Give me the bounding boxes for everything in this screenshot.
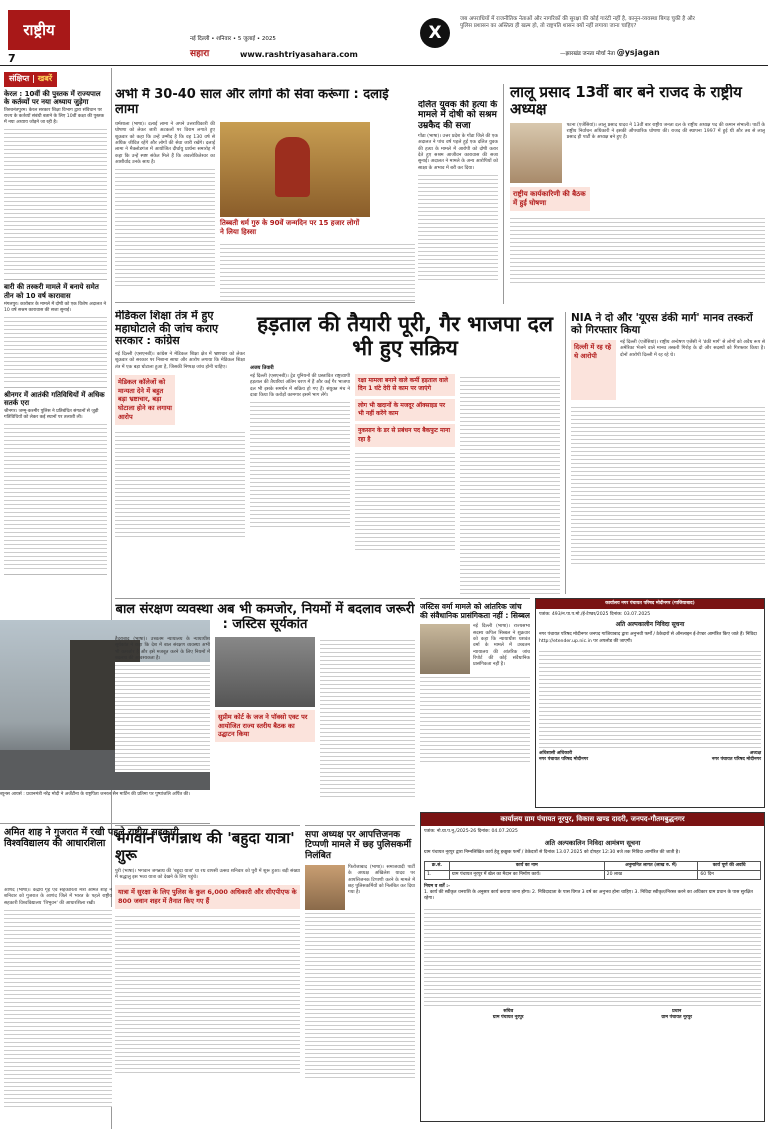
site-url: www.rashtriyasahara.com — [240, 50, 358, 59]
medical-story — [115, 310, 245, 590]
shah-story — [4, 888, 112, 1128]
ad2-terms-title: नियम व शर्तें :- — [424, 883, 450, 889]
ad2-sign-right: प्रधान ग्राम पंचायत नूरपुर — [661, 1008, 693, 1020]
ad2-th: कार्य का नाम — [449, 861, 604, 870]
page-header — [0, 0, 768, 66]
strike-headline: हड़ताल की तैयारी पूरी, गैर भाजपा दल भी हुए सक्रिय — [257, 312, 553, 361]
medical-body: नई दिल्ली (एसएनबी)। कांग्रेस ने मेडिकल शिक्षा क्षेत्र में भ्रष्टाचार को लेकर शुक्रवार को सरकार पर निशाना साधा और आरोप लगाया कि मेडिकल शिक्षा तंत्र में एक बड़ा घोटाला हुआ है, जिसकी निष्पक्ष जांच होनी चाहिए। — [115, 351, 245, 370]
ad2-body: ग्राम पंचायत नूरपुर द्वारा निम्नलिखित कार्य हेतु इच्छुक फर्मों / ठेकेदारों से दिनांक 13.07.2025 को दोपहर 12:30 बजे तक निविदा आमंत्रित की जाती है। — [424, 850, 680, 856]
nia-body: नई दिल्ली (एजेंसियां)। राष्ट्रीय अन्वेषण एजेंसी ने 'डंकी मार्ग' से लोगों को अवैध रूप से अमेरिका भेजने वाले मानव तस्करी गिरोह के दो और सदस्यों को गिरफ्तार किया है। दोनों आरोपी दिल्ली में रह रहे थे। — [620, 340, 765, 358]
tender-ad-modinagar — [535, 598, 765, 808]
insp-body: फिरोजाबाद (भाषा)। समाजवादी पार्टी के अध्यक्ष अखिलेश यादव पर आपत्तिजनक टिप्पणी करने के मामले में छह पुलिसकर्मियों को निलंबित कर दिया गया है। — [348, 865, 415, 896]
x-logo-icon: X — [420, 18, 450, 48]
dalit-body: गोंडा (भाषा)। उत्तर प्रदेश के गोंडा जिले की एक अदालत ने पांच वर्ष पहले हुई एक दलित युवक की हत्या के मामले में आरोपी को दोषी करार देते हुए सश्रम आजीवन कारावास की सजा सुनाई। अदालत ने मामले के अन्य आरोपियों को साक्ष्य के अभाव में बरी कर दिया। — [418, 134, 498, 171]
shah-body: आणंद (भाषा)। केंद्रीय गृह एवं सहकारिता मंत्री अमित शाह ने शनिवार को गुजरात के आणंद जिले में भारत के पहले राष्ट्रीय सहकारी विश्वविद्यालय 'त्रिभुवन' की आधारशिला रखी। — [4, 888, 112, 906]
dalai-photo — [220, 122, 370, 217]
justice-photo — [215, 637, 315, 707]
ad2-table — [424, 861, 761, 880]
kapil-body: नई दिल्ली (भाषा)। राज्यसभा सदस्य कपिल सिब्बल ने शुक्रवार को कहा कि न्यायाधीश यशवंत वर्मा के मामले में उच्चतम न्यायालय की आंतरिक जांच रिपोर्ट की कोई संवैधानिक प्रासंगिकता नहीं है। — [473, 624, 530, 668]
ad2-header: कार्यालय ग्राम पंचायत नूरपुर, विकास खण्ड दादरी, जनपद-गौतमबुद्धनगर — [421, 813, 764, 826]
dalai-photo-caption: तिब्बती धर्म गुरु के 90वें जन्मदिन पर 15 हजार लोगों ने लिया हिस्सा — [220, 218, 360, 237]
insp-story — [305, 825, 415, 1125]
briefs-tag-main: संक्षिप्त — [9, 74, 30, 83]
strike-body: नई दिल्ली (एसएनबी)। ट्रेड यूनियनों की प्रस्तावित राष्ट्रव्यापी हड़ताल की तैयारियां अंतिम चरण में हैं और कई गैर भाजपा दल भी इसके समर्थन में सक्रिय हो गए हैं। संयुक्त मंच ने दावा किया कि करोड़ों कामगार इसमें भाग लेंगे। — [250, 374, 350, 399]
strike-quote-2: लोग भी खदानों के मजदूर ऑक्साइड पर भी नहीं करेंगे काम — [355, 399, 455, 421]
ad1-sign-right: अध्यक्ष नगर पंचायत परिषद मोदीनगर — [711, 750, 761, 763]
jagannath-body: पुरी (भाषा)। भगवान जगन्नाथ की 'बहुदा यात्रा' या रथ वापसी उत्सव शनिवार को पुरी में शुरू हुआ। बड़ी संख्या में श्रद्धालु इस भव्य यात्रा को देखने के लिए पहुंचे। — [115, 868, 300, 880]
jagannath-headline: भगवान जगन्नाथ की 'बहुदा यात्रा' शुरू — [115, 829, 295, 865]
ad1-sub: पत्रांक: 493/न.पा.प.मो./ई-टेण्डर/2025 दिनांक: 03.07.2025 — [539, 612, 651, 618]
brief-title: बारी की तस्करी मामले में बनाये समेत तीन को 10 वर्ष कारावास — [4, 283, 99, 300]
brief-title: श्रीनगर में आतंकी गतिविधियों में अधिक सतर्क एरा — [4, 390, 105, 407]
dalai-body: धर्मशाला (भाषा)। दलाई लामा ने अपने उत्तराधिकारी की घोषणा को लेकर जारी अटकलों पर विराम लगाते हुए शुक्रवार को कहा कि उन्हें उम्मीद है कि वह 130 वर्ष से अधिक जीवित रहेंगे और लोगों की सेवा जारी रखेंगे। दलाई लामा ने मैक्लोडगंज में आयोजित दीर्घायु प्रार्थना समारोह में कहा कि उन्हें स्पष्ट संकेत मिले हैं कि अवलोकितेश्वर का आशीर्वाद उनके साथ है। — [115, 121, 215, 165]
ad1-header: कार्यालय नगर पंचायत परिषद मोदीनगर (गाजियाबाद) — [536, 599, 764, 609]
kapil-photo — [420, 624, 470, 674]
brief-text: तिरुवनंतपुरम। केरल सरकार शिक्षा विभाग द्वारा संविधान पर राज्य के कर्तव्यों संबंधी बताने के लिए 10वीं कक्षा की पुस्तक में नया अध्याय जोड़ने जा रही है। — [4, 107, 105, 126]
strike-byline: अजय तिवारी — [250, 365, 274, 372]
lalu-body: पटना (एजेंसियां)। लालू प्रसाद यादव ने 13वीं बार राष्ट्रीय जनता दल के राष्ट्रीय अध्यक्ष पद की कमान संभाली। पार्टी के राष्ट्रीय निर्वाचन अधिकारी ने इसकी औपचारिक घोषणा की। राजद की स्थापना 1997 में हुई थी और तब से लालू प्रसाद ही पार्टी के अध्यक्ष बने हुए हैं। — [566, 122, 765, 141]
ad1-title: अति अल्पकालीन निविदा सूचना — [615, 621, 685, 629]
brief-title: केरल : 10वीं की पुस्तक में राज्यपाल के कर्तव्यों पर नया अध्याय जुड़ेगा — [4, 89, 101, 106]
tweet-author-name: —झारखंड जनता मोर्चा नेता — [560, 51, 615, 57]
brief-text-cont — [4, 314, 107, 384]
tweet-text: जब अपराधियों में राजनीतिक नेताओं और नागरिकों की सुरक्षा की कोई गारंटी नहीं है, कानून-व्यवस्था बिगड़ चुकी है और पुलिस प्रशासन का अस्तित्व ही खत्म हो, तो राष्ट्रपति शासन क्यों नहीं लगाया जाना चाहिए? — [460, 16, 695, 30]
dalit-story — [418, 100, 498, 304]
kapil-headline: जस्टिस वर्मा मामले को आंतरिक जांच की संवैधानिक प्रासंगिकता नहीं : सिब्बल — [420, 602, 530, 620]
ad2-sub: पत्रांक: नो.ग्रा.प.नू./2025-26 दिनांक: 04.07.2025 — [424, 829, 518, 835]
justice-body: हैदराबाद (भाषा)। उच्चतम न्यायालय के न्यायाधीश सूर्यकांत ने कहा कि देश में बाल संरक्षण व्यवस्था अभी भी कमजोर है और इसे मजबूत करने के लिए नियमों में बदलाव की आवश्यकता है। — [115, 636, 210, 661]
ad2-td: ग्राम पंचायत नूरपुर में खेल का मैदान का निर्माण कार्य। — [449, 870, 604, 879]
tweet-handle: @ysjagan — [616, 48, 660, 57]
ad2-terms: 1. कार्य की स्वीकृत धनराशि के अनुसार कार्य कराया जाना होगा। 2. निविदादाता के पास विगत 3 वर्ष का अनुभव होना चाहिए। 3. निविदा स्वीकृत/निरस्त करने का अधिकार ग्राम प्रधान के पास सुरक्षित रहेगा। — [424, 890, 753, 902]
ad2-sign-left: सचिव ग्राम पंचायत नूरपुर — [492, 1008, 524, 1020]
section-label: राष्ट्रीय — [8, 10, 70, 50]
ad1-body: नगर पंचायत परिषद मोदीनगर जनपद गाजियाबाद द्वारा अनुभवी फर्मों / ठेकेदारों से ऑनलाइन ई-टेण्डर आमंत्रित किए जाते हैं। निविदा http://etender.up.nic.in पर अपलोड की जाएगी। — [539, 632, 757, 644]
lalu-highlight: राष्ट्रीय कार्यकारिणी की बैठक में हुई घोषणा — [510, 187, 590, 212]
ad2-td: 60 दिन — [698, 870, 761, 879]
ad2-th: अनुमानित लागत (लाख रु. में) — [604, 861, 698, 870]
briefs-tag-accent: खबरें — [37, 74, 53, 83]
brief-item — [4, 90, 107, 281]
ad2-td: 20 लाख — [604, 870, 698, 879]
dalit-headline: दलित युवक की हत्या के मामले में दोषी को सश्रम उम्रकैद की सजा — [418, 100, 498, 131]
dalai-story — [115, 88, 415, 303]
shah-headline: अमित शाह ने गुजरात में रखी पहले राष्ट्रीय सहकारी विश्वविद्यालय की आधारशिला — [4, 827, 179, 849]
strike-quote-1: रक्षा मामला बनाने वाले कर्मी हड़ताल वाले दिन 1 घंटे देरी से काम पर जाएंगे — [355, 374, 455, 396]
insp-photo — [305, 865, 345, 910]
nia-story — [565, 312, 765, 594]
strike-quote-3: नुकसान के डर से प्रबंधन पद बैकफुट माना रहा है — [355, 424, 455, 446]
ad2-th: क्र.सं. — [425, 861, 450, 870]
insp-headline: सपा अध्यक्ष पर आपत्तिजनक टिप्पणी मामले में छह पुलिसकर्मी निलंबित — [305, 830, 412, 861]
ad2-title: अति अल्पकालिन निविदा आमंत्रण सूचना — [544, 838, 641, 847]
lalu-headline: लालू प्रसाद 13वीं बार बने राजद के राष्ट्रीय अध्यक्ष — [510, 84, 742, 119]
tender-ad-noorpur — [420, 812, 765, 1122]
jagannath-highlight: यात्रा में सुरक्षा के लिए पुलिस के कुल 6,000 अधिकारी और सीएपीएफ के 800 जवान शहर में तैनात किए गए हैं — [115, 885, 300, 909]
brief-text-cont — [4, 421, 107, 571]
pm-photo-caption: ब्यूनस आयर्स : प्रधानमंत्री नरेंद्र मोदी ने अर्जेंटीना के राष्ट्रपिता जनरल सैन मार्टिन की प्रतिमा पर पुष्पांजलि अर्पित की। — [0, 792, 190, 797]
dalai-headline: अभी मैं 30-40 साल और लोगों की सेवा करूंगा : दलाई लामा — [115, 88, 389, 117]
nia-headline: NIA ने दो और 'यूएस डंकी मार्ग' मानव तस्करों को गिरफ्तार किया — [571, 312, 753, 337]
paper-logo: सहारा — [190, 49, 210, 59]
brief-text: श्रीनगर। जम्मू-कश्मीर पुलिस ने प्रतिबंधित संगठनों से जुड़ी गतिविधियों को लेकर कई स्थानों पर तलाशी ली। — [4, 409, 99, 421]
justice-highlight: सुप्रीम कोर्ट के जज ने पॉक्सो एक्ट पर आयोजित राज्य स्तरीय बैठक का उद्घाटन किया — [215, 710, 315, 742]
lalu-story — [503, 84, 765, 304]
ad2-td: 1. — [425, 870, 450, 879]
table-row — [425, 870, 761, 879]
nia-highlight: दिल्ली में रह रहे थे आरोपी — [571, 340, 616, 400]
jagannath-story — [115, 825, 300, 1125]
ad2-th: कार्य पूर्ण की अवधि — [698, 861, 761, 870]
ad1-sign-left: अधिशासी अधिकारी नगर पंचायत परिषद मोदीनगर — [539, 750, 589, 763]
justice-headline: बाल संरक्षण व्यवस्था अब भी कमजोर, नियमों में बदलाव जरूरी : जस्टिस सूर्यकांत — [115, 602, 415, 632]
strike-story — [250, 312, 560, 594]
brief-item — [4, 283, 107, 387]
medical-headline: मेडिकल शिक्षा तंत्र में हुए महाघोटाले की जांच कराए सरकार : कांग्रेस — [115, 310, 219, 348]
brief-item — [4, 391, 107, 575]
tweet-author — [560, 48, 660, 59]
lalu-photo — [510, 123, 562, 183]
briefs-tag: संक्षिप्त | खबरें — [4, 72, 57, 87]
edition-line: नई दिल्ली • शनिवार • 5 जुलाई • 2025 — [190, 36, 276, 42]
kapil-story — [420, 598, 530, 798]
justice-story — [115, 598, 415, 818]
medical-highlight: मेडिकल कॉलेजों को मान्यता देने में बहुत बड़ा भ्रष्टाचार, बड़ा घोटाला होने का लगाया आरोप — [115, 375, 175, 425]
brief-text-cont — [4, 126, 107, 276]
page-number: 7 — [8, 52, 16, 65]
brief-text: मंगलपुर। कारोबार के मामले में दोषी को एक विशेष अदालत ने 10 वर्ष सश्रम कारावास की सजा सुनाई। — [4, 301, 107, 313]
